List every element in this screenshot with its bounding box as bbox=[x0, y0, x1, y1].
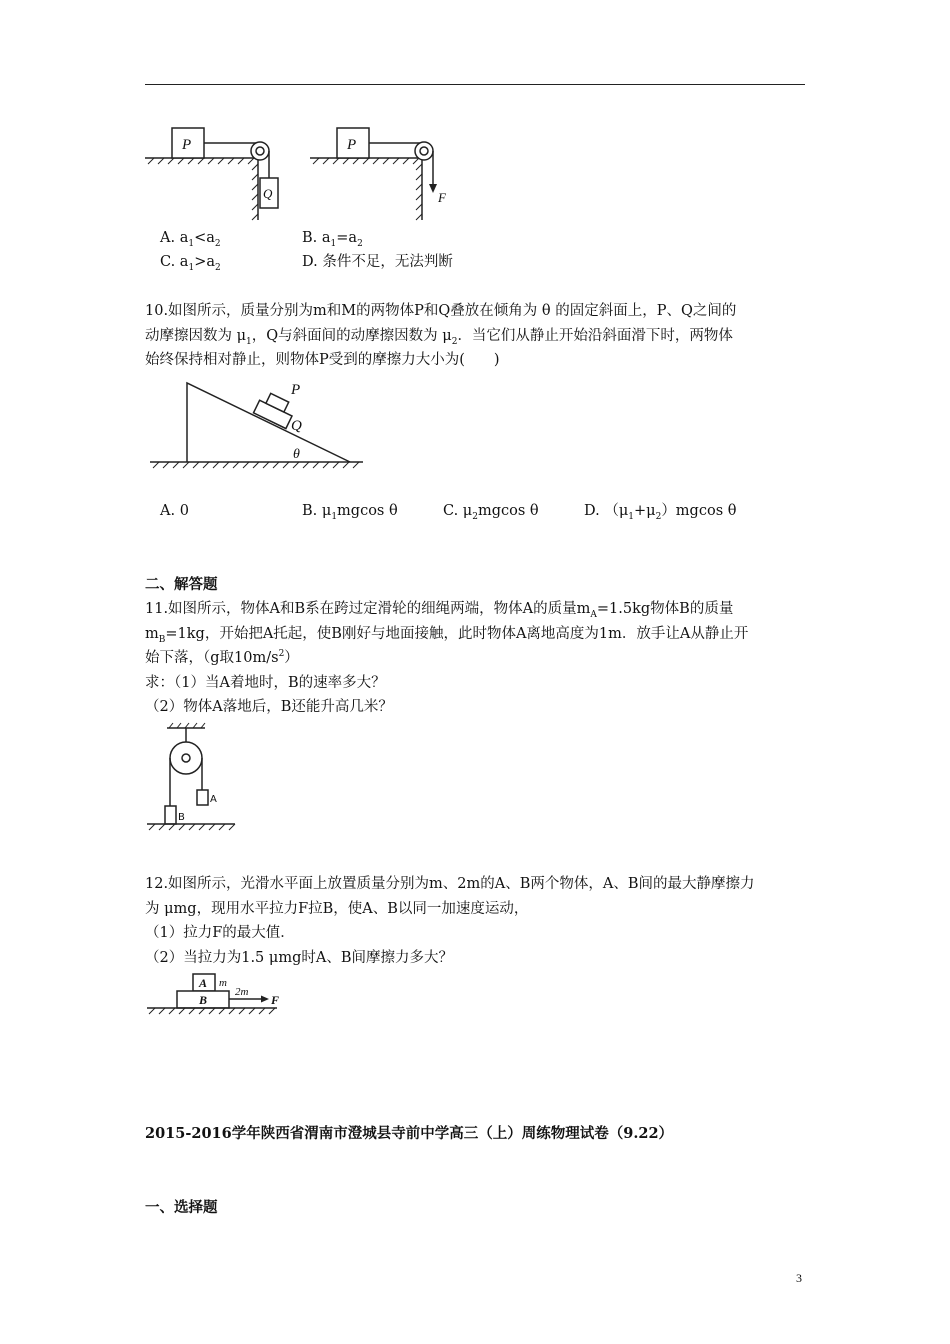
q12-label-m: m bbox=[219, 977, 227, 989]
q10-incline-figure bbox=[145, 378, 370, 470]
q9-option-b: B. $a_1=a_2$ bbox=[302, 230, 363, 249]
q12-force-arrowhead bbox=[261, 996, 269, 1003]
q10-stem: 10.如图所示，质量分别为m和M的两物体P和Q叠放在倾角为 θ 的固定斜面上，P、Q之间的 动摩擦因数为 $\mu_1$，Q与斜面间的动摩擦因数为 $\mu_2$．当它们从静止开始沿斜面滑下时，两物体 始终保持相对静止，则物体P受到的摩擦力大小为( ) bbox=[145, 303, 737, 368]
q11-stem: 11.如图所示，物体A和B系在跨过定滑轮的细绳两端，物体A的质量$m_A=1.5kg$物体B的质量 $m_B=1kg$，开始把A托起，使B刚好与地面接触，此时物体A离地高度为1m．放手让A从静止开 始下落，（g取$10m/s^2$） 求：（1）当A着地时，B的速率多大？ （2）物体A落地后，B还能升高几米？ bbox=[145, 601, 749, 715]
q12-label-f: F bbox=[271, 993, 280, 1007]
answer-title: 2015-2016学年陕西省渭南市澄城县寺前中学高三（上）周练物理试卷（9.22） bbox=[145, 1125, 674, 1142]
q12-blocks-figure bbox=[145, 970, 285, 1022]
q11-label-a: A bbox=[210, 794, 217, 805]
q10-label-p: P bbox=[291, 382, 301, 398]
q10-option-d: D. $(\mu_1+\mu_2)mgcos$ θ bbox=[584, 503, 737, 522]
q10-label-q: Q bbox=[291, 418, 302, 434]
q9-label-q: Q bbox=[263, 186, 273, 201]
q10-option-c: C. $\mu_2mgcos$ θ bbox=[443, 503, 539, 522]
q9-right-setup bbox=[310, 128, 433, 220]
q10-option-a: A. 0 bbox=[160, 503, 189, 519]
q11-label-b: B bbox=[178, 812, 185, 823]
page-number: 3 bbox=[796, 1271, 802, 1285]
q12-label-a: A bbox=[199, 976, 208, 990]
q12-label-b: B bbox=[199, 993, 208, 1007]
answer-section-1: 一、选择题 bbox=[145, 1199, 218, 1216]
q12-label-2m: 2m bbox=[235, 986, 249, 998]
q9-option-a: A. $a_1<a_2$ bbox=[160, 230, 221, 249]
q10-label-theta: θ bbox=[293, 447, 300, 462]
q9-figure bbox=[140, 120, 450, 225]
header-rule bbox=[145, 84, 805, 85]
q9-label-p1: P bbox=[182, 137, 192, 153]
q9-label-p2: P bbox=[347, 137, 357, 153]
q9-option-c: C. $a_1>a_2$ bbox=[160, 254, 221, 273]
q9-label-f: F bbox=[438, 190, 446, 205]
q12-stem: 12.如图所示，光滑水平面上放置质量分别为m、2m的A、B两个物体，A、B间的最大静摩擦力 为 μmg，现用水平拉力F拉B，使A、B以同一加速度运动， （1）拉力F的最大值． （2）当拉力为1.5 μmg时A、B间摩擦力多大？ bbox=[145, 876, 755, 966]
q9-option-d: D. 条件不足，无法判断 bbox=[302, 254, 453, 270]
q11-pulley-figure bbox=[145, 722, 240, 834]
section-2-title: 二、解答题 bbox=[145, 576, 218, 593]
q10-option-b: B. $\mu_1mgcos$ θ bbox=[302, 503, 398, 522]
q9-left-setup bbox=[145, 128, 278, 220]
q9-force-arrowhead bbox=[429, 184, 437, 193]
